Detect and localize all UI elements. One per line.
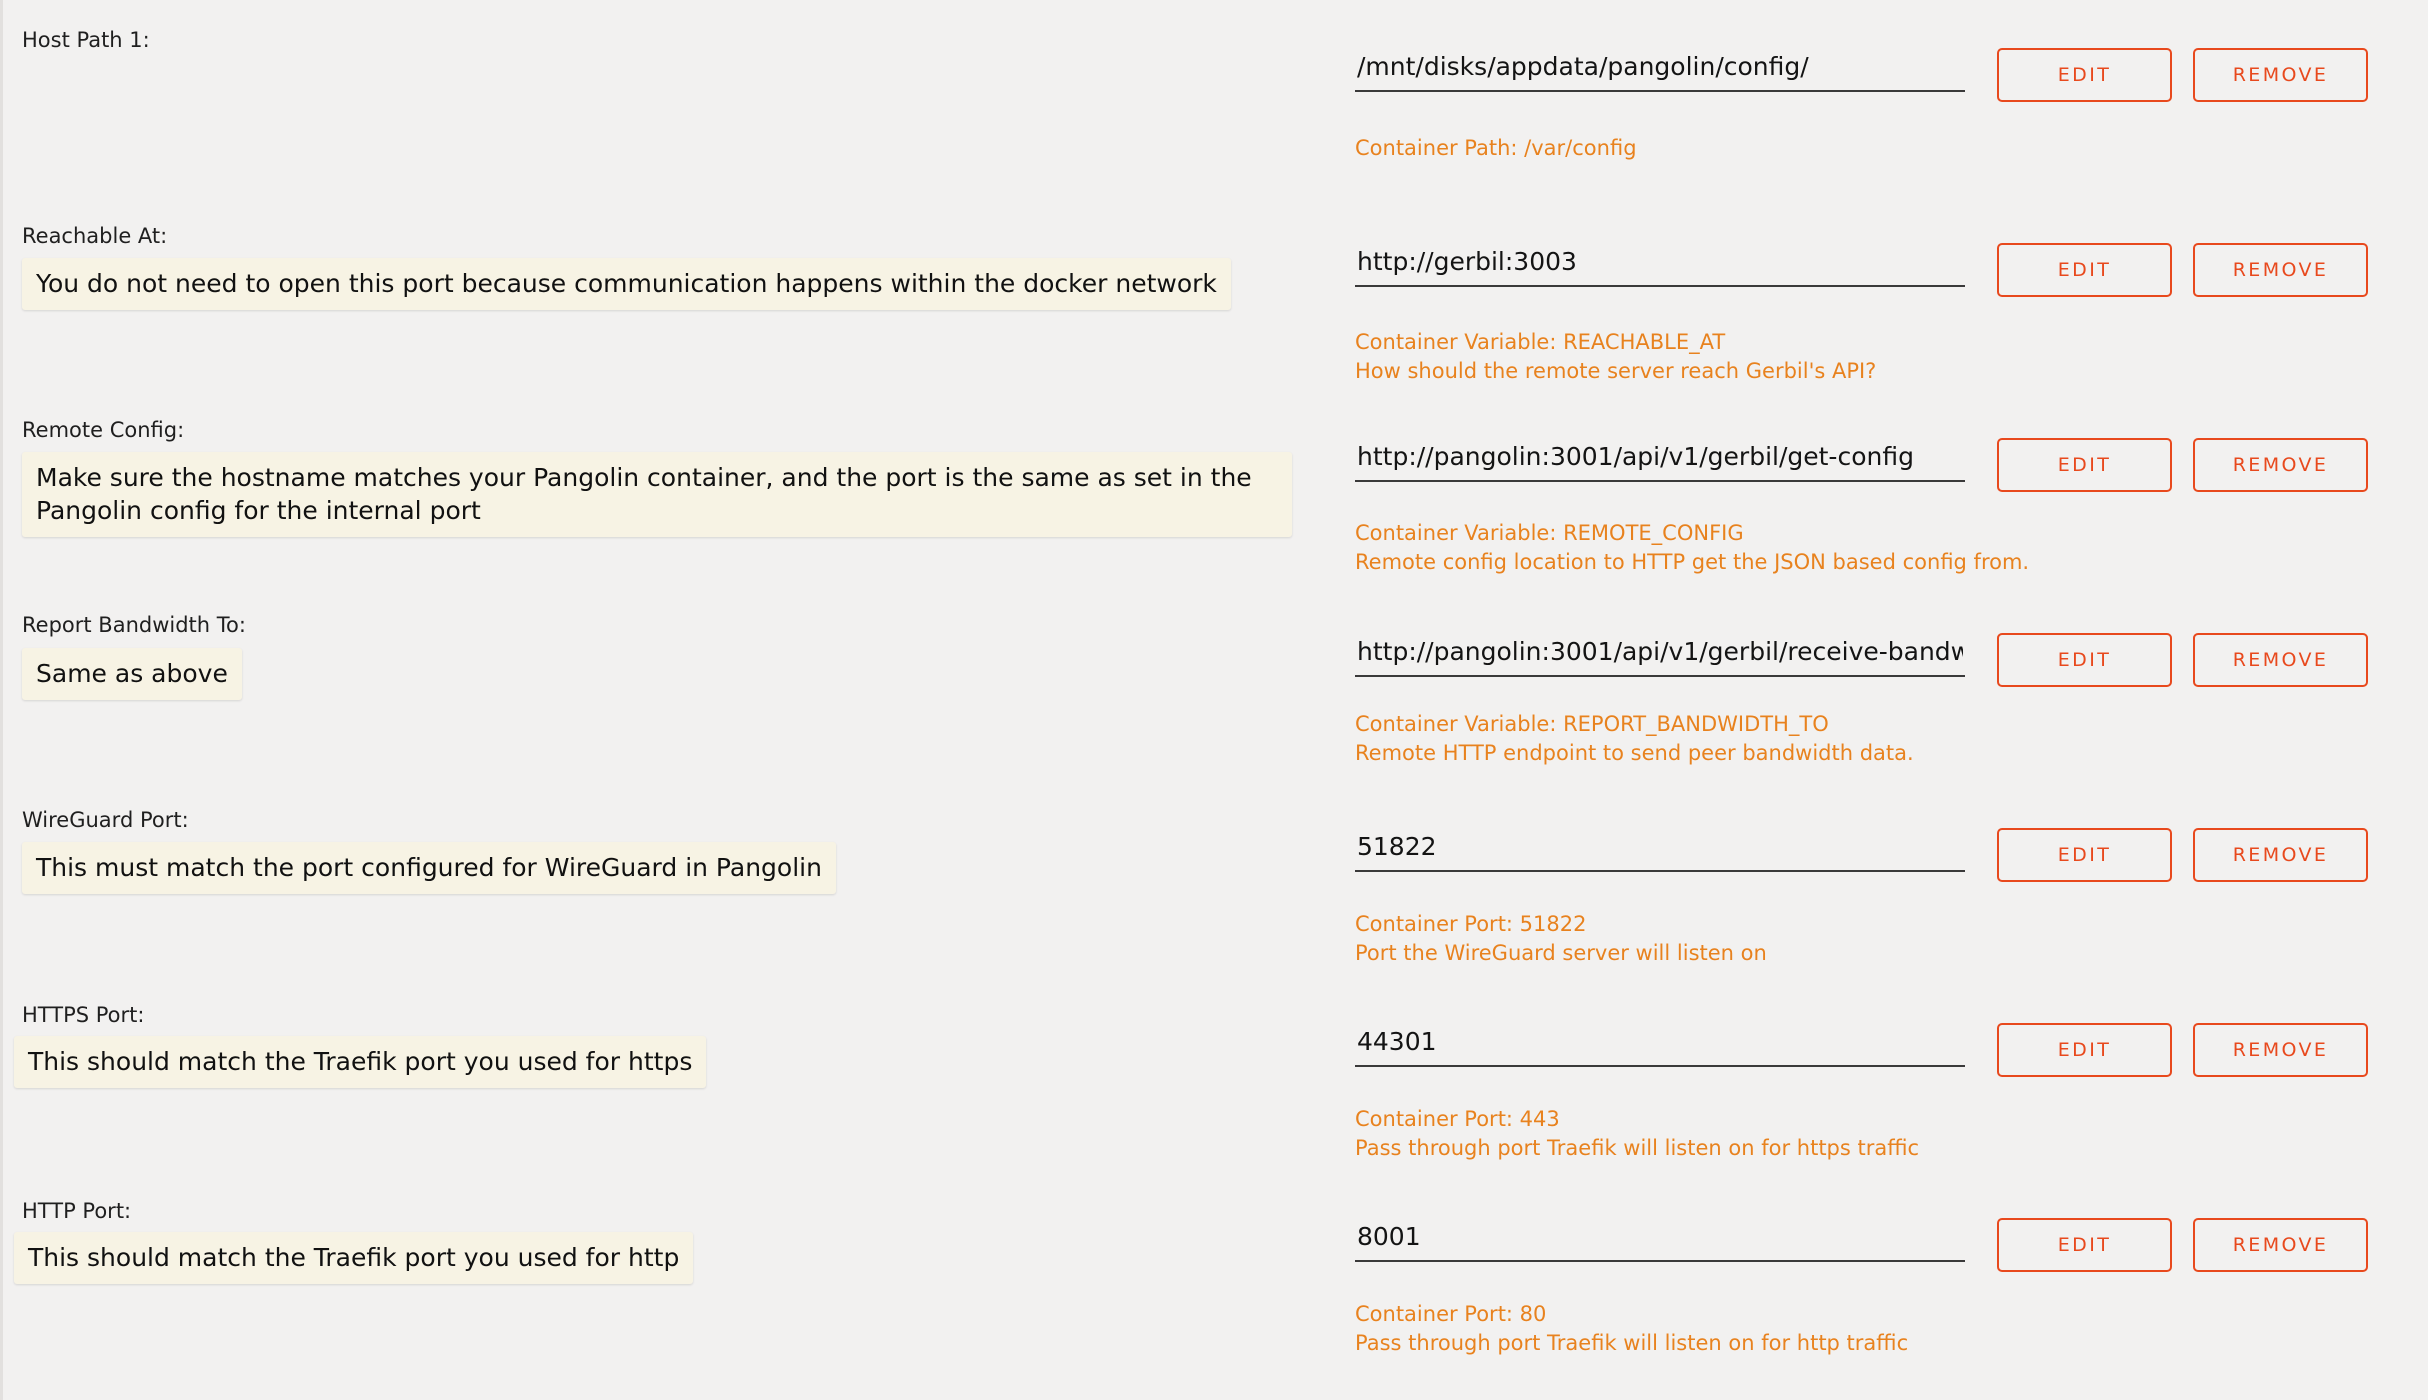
field-wrap-wireguard-port bbox=[1355, 828, 1965, 872]
edit-button-reachable-at[interactable]: EDIT bbox=[1997, 243, 2172, 297]
edit-button-http-port[interactable]: EDIT bbox=[1997, 1218, 2172, 1272]
meta-line: Container Port: 51822 bbox=[1355, 912, 1587, 936]
field-hint-https-port: This should match the Traefik port you used for https bbox=[14, 1036, 706, 1088]
remove-button-https-port[interactable]: REMOVE bbox=[2193, 1023, 2368, 1077]
meta-line: Container Variable: REACHABLE_AT bbox=[1355, 330, 1726, 354]
edit-button-host-path-1[interactable]: EDIT bbox=[1997, 48, 2172, 102]
remove-button-wireguard-port[interactable]: REMOVE bbox=[2193, 828, 2368, 882]
field-wrap-https-port bbox=[1355, 1023, 1965, 1067]
field-label-host-path-1: Host Path 1: bbox=[22, 28, 150, 52]
input-report-bandwidth-to[interactable] bbox=[1355, 633, 1965, 677]
remove-button-http-port[interactable]: REMOVE bbox=[2193, 1218, 2368, 1272]
input-remote-config[interactable] bbox=[1355, 438, 1965, 482]
meta-line: Container Path: /var/config bbox=[1355, 136, 1637, 160]
field-label-report-bandwidth-to: Report Bandwidth To: bbox=[22, 613, 246, 637]
field-meta-host-path-1 bbox=[1355, 134, 1637, 163]
field-hint-wireguard-port: This must match the port configured for WireGuard in Pangolin bbox=[22, 842, 836, 894]
remove-button-host-path-1[interactable]: REMOVE bbox=[2193, 48, 2368, 102]
remove-button-reachable-at[interactable]: REMOVE bbox=[2193, 243, 2368, 297]
meta-line: How should the remote server reach Gerbil's API? bbox=[1355, 358, 1877, 383]
field-meta-reachable-at bbox=[1355, 328, 1876, 386]
field-hint-report-bandwidth-to: Same as above bbox=[22, 648, 242, 700]
meta-line: Container Port: 443 bbox=[1355, 1107, 1560, 1131]
field-meta-remote-config bbox=[1355, 519, 2029, 577]
meta-line: Pass through port Traefik will listen on for https traffic bbox=[1355, 1135, 1920, 1160]
field-label-https-port: HTTPS Port: bbox=[22, 1003, 145, 1027]
field-hint-http-port: This should match the Traefik port you used for http bbox=[14, 1232, 693, 1284]
field-wrap-remote-config bbox=[1355, 438, 1965, 482]
meta-line: Container Port: 80 bbox=[1355, 1302, 1547, 1326]
input-reachable-at[interactable] bbox=[1355, 243, 1965, 287]
input-host-path-1[interactable] bbox=[1355, 48, 1965, 92]
field-label-wireguard-port: WireGuard Port: bbox=[22, 808, 189, 832]
field-hint-remote-config: Make sure the hostname matches your Pangolin container, and the port is the same as set in the Pangolin config for the internal port bbox=[22, 452, 1292, 537]
field-hint-reachable-at: You do not need to open this port because communication happens within the docker network bbox=[22, 258, 1231, 310]
edit-button-wireguard-port[interactable]: EDIT bbox=[1997, 828, 2172, 882]
meta-line: Container Variable: REPORT_BANDWIDTH_TO bbox=[1355, 712, 1829, 736]
field-label-http-port: HTTP Port: bbox=[22, 1199, 132, 1223]
field-meta-wireguard-port bbox=[1355, 910, 1767, 968]
input-wireguard-port[interactable] bbox=[1355, 828, 1965, 872]
field-label-reachable-at: Reachable At: bbox=[22, 224, 168, 248]
field-meta-http-port bbox=[1355, 1300, 1908, 1358]
meta-line: Remote HTTP endpoint to send peer bandwidth data. bbox=[1355, 740, 1914, 765]
input-http-port[interactable] bbox=[1355, 1218, 1965, 1262]
field-label-remote-config: Remote Config: bbox=[22, 418, 185, 442]
remove-button-report-bandwidth-to[interactable]: REMOVE bbox=[2193, 633, 2368, 687]
input-https-port[interactable] bbox=[1355, 1023, 1965, 1067]
meta-line: Pass through port Traefik will listen on for http traffic bbox=[1355, 1330, 1909, 1355]
field-wrap-report-bandwidth-to bbox=[1355, 633, 1965, 677]
edit-button-remote-config[interactable]: EDIT bbox=[1997, 438, 2172, 492]
field-wrap-reachable-at bbox=[1355, 243, 1965, 287]
remove-button-remote-config[interactable]: REMOVE bbox=[2193, 438, 2368, 492]
field-wrap-host-path-1 bbox=[1355, 48, 1965, 92]
meta-line: Remote config location to HTTP get the JSON based config from. bbox=[1355, 549, 2030, 574]
field-meta-report-bandwidth-to bbox=[1355, 710, 1914, 768]
field-meta-https-port bbox=[1355, 1105, 1919, 1163]
field-wrap-http-port bbox=[1355, 1218, 1965, 1262]
edit-button-https-port[interactable]: EDIT bbox=[1997, 1023, 2172, 1077]
meta-line: Container Variable: REMOTE_CONFIG bbox=[1355, 521, 1744, 545]
left-rail-divider bbox=[0, 0, 3, 1400]
meta-line: Port the WireGuard server will listen on bbox=[1355, 940, 1767, 965]
edit-button-report-bandwidth-to[interactable]: EDIT bbox=[1997, 633, 2172, 687]
